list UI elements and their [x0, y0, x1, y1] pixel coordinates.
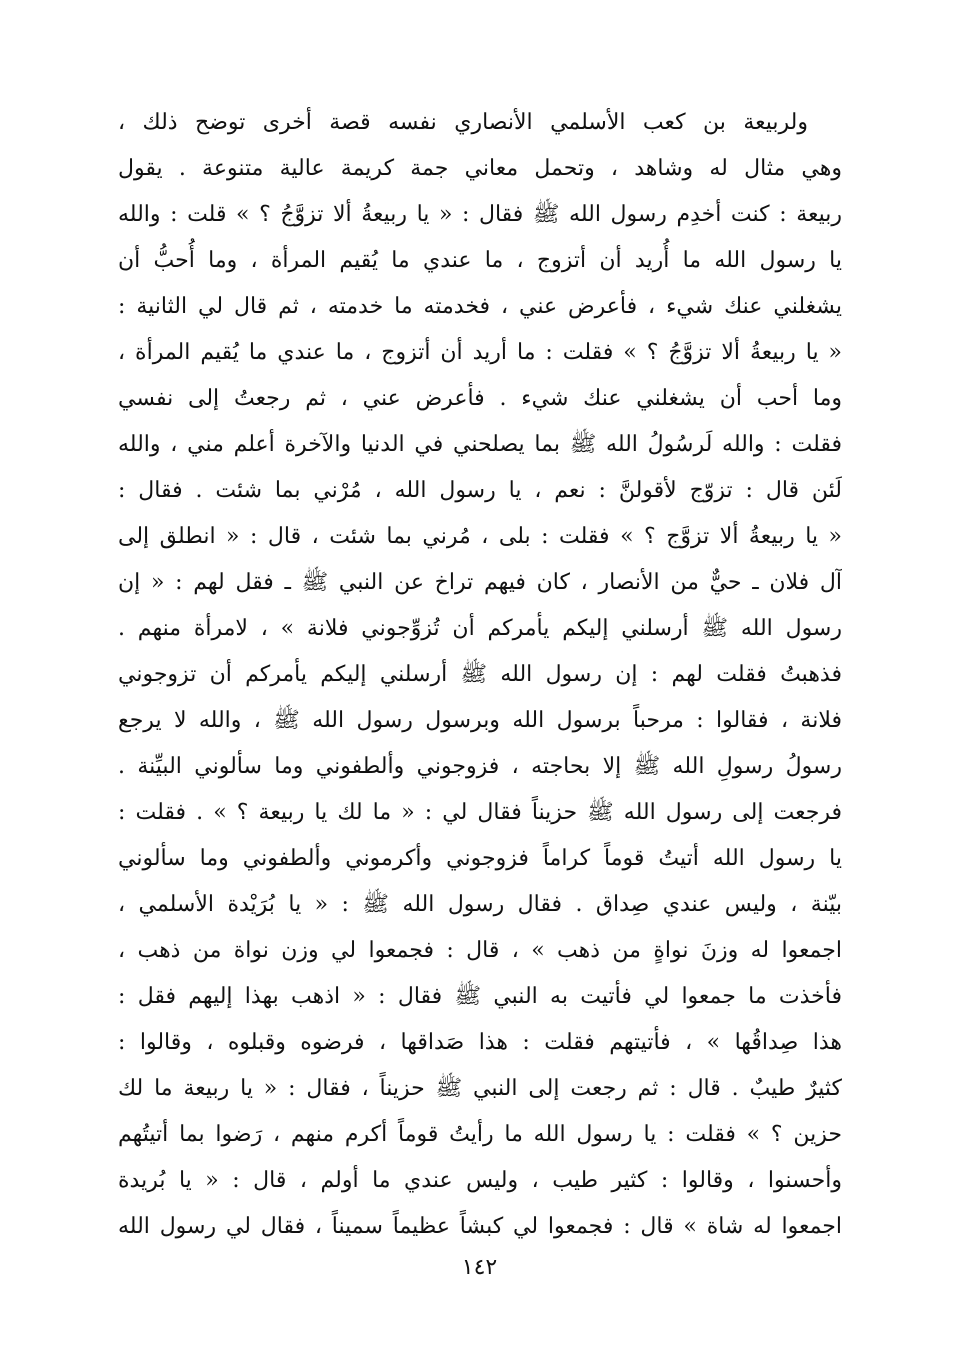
text-line: وأحسنوا ، وقالوا : كثير طيب ، وليس عندي ما أولم ، قال : « يا بُريدة: [118, 1168, 842, 1193]
text-line: فلانة ، فقالوا : مرحباً برسول الله وبرسول رسول الله ﷺ ، والله لا يرجع: [118, 708, 842, 733]
text-line: رسول الله ﷺ أرسلني إليكم يأمركم أن تُزوِّجوني فلانة » ، لامرأة منهم .: [118, 616, 842, 641]
text-line: « يا ربيعةُ ألا تزوَّجُ ؟ » فقلت : ما أريد أن أتزوج ، ما عندي ما يُقيم المرأة ،: [118, 340, 842, 365]
text-line: ربيعة : كنت أخدِم رسول الله ﷺ فقال : « يا ربيعةُ ألا تزوَّجُ ؟ » قلت : والله: [118, 202, 842, 227]
page-number: ١٤٢: [461, 1255, 498, 1280]
text-line: يا رسول الله أتيتُ قوماً كراماً فزوجوني وأكرموني وألطفوني وما سألوني: [118, 846, 842, 871]
text-line: بيّنة ، وليس عندي صِداق . فقال رسول الله ﷺ : « يا بُرَيْدة الأسلمي ،: [118, 892, 842, 917]
text-line: وما أحب أن يشغلني عنك شيء . فأعرض عني ، ثم رجعتُ إلى نفسي: [118, 386, 842, 411]
text-line: اجمعوا له شاة » قال : فجمعوا لي كبشاً عظيماً سميناً ، فقال لي رسول الله: [118, 1214, 842, 1239]
text-line: يشغلني عنك شيء ، فأعرض عني ، فخدمته ما خدمته ، ثم قال لي الثانية :: [118, 294, 842, 319]
body-text: [118, 100, 842, 1250]
text-line: « يا ربيعةُ ألا تزوَّج ؟ » فقلت : بلى ، مُرني بما شئت ، قال : « انطلق إلى: [118, 524, 842, 549]
text-line: هذا صِداقُها » ، فأتيتهم فقلت : هذا صَداقها ، فرضوه وقبلوه ، وقالوا :: [118, 1030, 842, 1055]
text-line: فأخذت ما جمعوا لي فأتيت به النبي ﷺ فقال : « اذهب بهذا إليهم فقل :: [118, 984, 842, 1009]
text-line: كثيرٌ طيبٌ . قال : ثم رجعت إلى النبي ﷺ حزيناً ، فقال : « يا ربيعة ما لك: [118, 1076, 842, 1101]
text-line: اجمعوا له وزنَ نواةٍ من ذهب » ، قال : فجمعوا لي وزن نواة من ذهب ،: [118, 938, 842, 963]
text-line: رسولُ رسولِ الله ﷺ إلا بحاجته ، فزوجوني وألطفوني وما سألوني البيِّنة .: [118, 754, 842, 779]
text-line: فرجعت إلى رسول الله ﷺ حزيناً فقال لي : « ما لك يا ربيعة ؟ » . فقلت :: [118, 800, 842, 825]
text-line: لَئن قال : تزوّج لأقولنَّ : نعم ، يا رسول الله ، مُرْني بما شئت . فقال :: [118, 478, 842, 503]
text-line: ولربيعة بن كعب الأسلمي الأنصاري نفسه قصة أخرى توضح ذلك ،: [118, 110, 808, 135]
text-line: فقلت : والله لَرسُولُ الله ﷺ بما يصلحني في الدنيا والآخرة أعلم مني ، والله: [118, 432, 842, 457]
text-line: وهي مثال له وشاهد ، وتحمل معاني جمة كريمة عالية متنوعة . يقول: [118, 156, 842, 181]
text-line: حزين ؟ » فقلت : يا رسول الله ما رأيتُ قوماً أكرم منهم ، رَضوا بما أتيتُهم: [118, 1122, 842, 1147]
text-line: آل فلان ـ حيٌّ من الأنصار ، كان فيهم تراخ عن النبي ﷺ ـ فقل لهم : « إن: [118, 570, 842, 595]
text-line: فذهبتُ فقلت لهم : إن رسول الله ﷺ أرسلني إليكم يأمركم أن تزوجوني: [118, 662, 842, 687]
text-line: يا رسول الله ما أُريد أن أتزوج ، ما عندي ما يُقيم المرأة ، وما أُحبُّ أن: [118, 248, 842, 273]
